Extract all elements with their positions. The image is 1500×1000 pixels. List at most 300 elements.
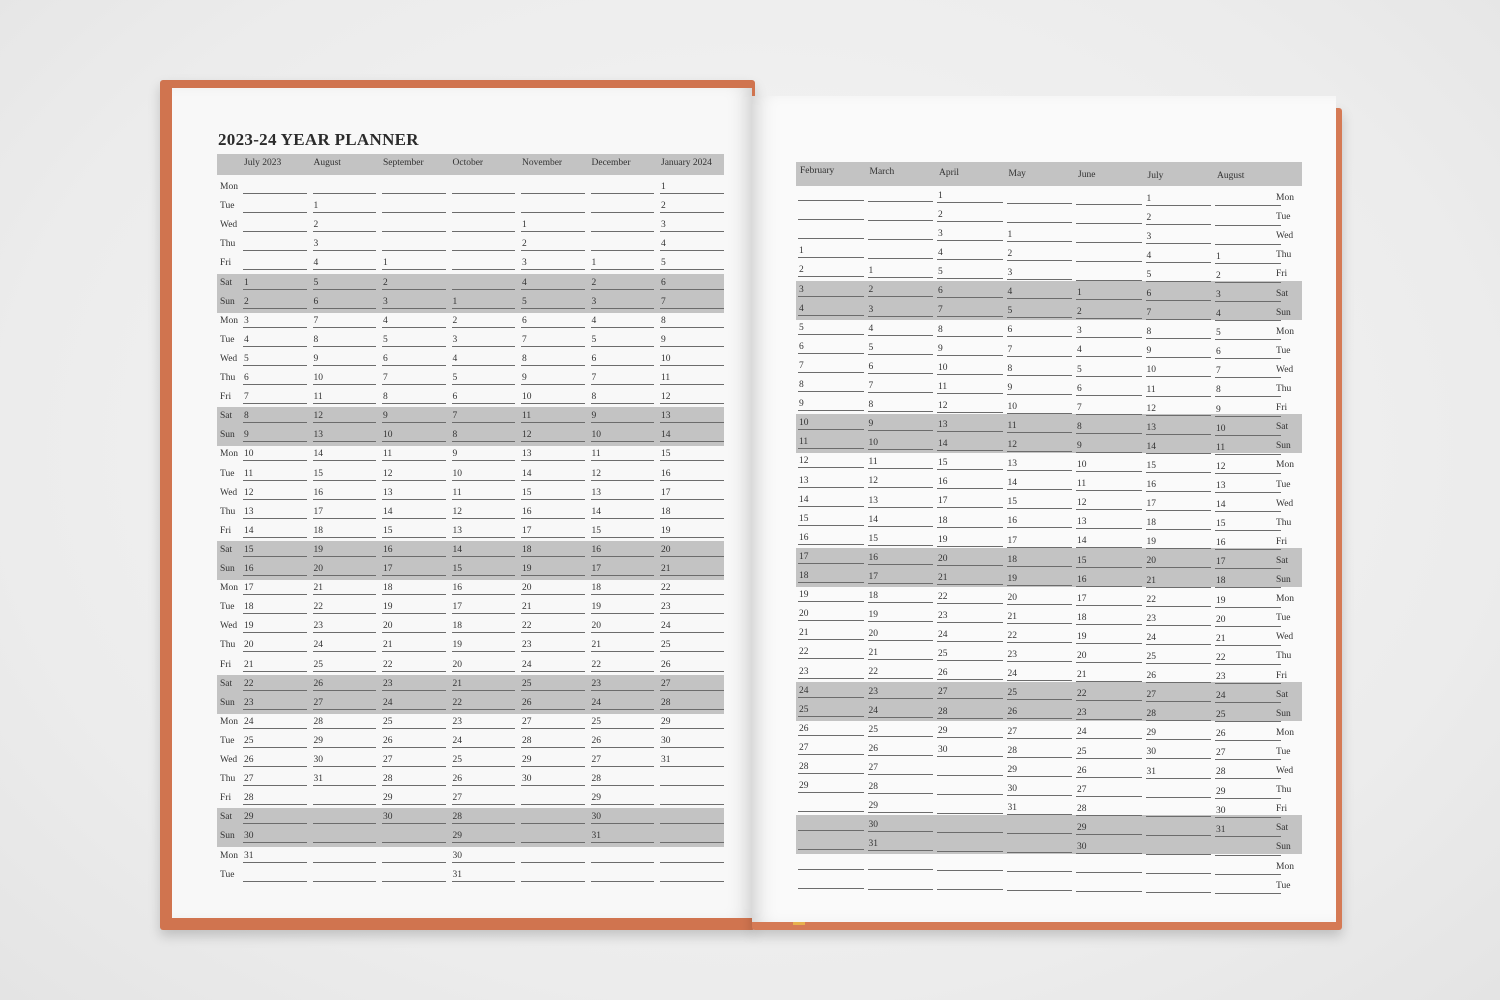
day-number: 4: [244, 334, 249, 345]
day-cell: [1007, 592, 1073, 605]
day-cell: [798, 857, 864, 870]
day-number: 10: [868, 438, 878, 449]
day-cell: [591, 372, 655, 385]
day-number: 19: [383, 602, 393, 613]
day-number: 31: [1007, 802, 1017, 813]
day-number: 28: [522, 735, 532, 746]
day-number: 1: [799, 246, 804, 257]
month-header: May: [1008, 168, 1026, 179]
day-cell: [243, 850, 307, 863]
day-cell: [521, 563, 585, 576]
day-number: 26: [522, 697, 532, 708]
day-cell: [1007, 706, 1073, 719]
day-cell: [243, 296, 307, 309]
day-cell: [452, 296, 516, 309]
weekday-label: Sat: [1276, 689, 1289, 700]
day-number: 10: [522, 392, 532, 403]
day-number: 22: [661, 583, 671, 594]
day-cell: [1007, 420, 1073, 433]
day-number: 15: [1216, 519, 1226, 530]
day-cell: [243, 716, 307, 729]
weekday-label: Tue: [220, 201, 235, 212]
day-cell: [313, 181, 377, 194]
day-number: 17: [1007, 535, 1017, 546]
weekday-label: Fri: [220, 392, 232, 403]
day-number: 9: [868, 419, 874, 430]
day-number: 6: [1077, 383, 1082, 394]
day-cell: [798, 761, 864, 774]
day-cell: [660, 735, 724, 748]
weekday-label: Thu: [1276, 384, 1292, 394]
day-cell: [1007, 745, 1073, 758]
day-cell: [591, 353, 655, 366]
day-cell: [798, 570, 864, 583]
day-number: 17: [1216, 557, 1226, 568]
day-cell: [1007, 363, 1073, 376]
day-cell: [521, 429, 585, 442]
day-cell: [313, 678, 377, 691]
day-cell: [868, 475, 934, 488]
day-number: 13: [1216, 480, 1226, 491]
day-cell: [1007, 229, 1073, 242]
day-cell: [1007, 324, 1073, 337]
day-cell: [591, 754, 655, 767]
weekday-label: Sun: [220, 564, 235, 574]
day-cell: [1146, 403, 1212, 416]
weekday-label: Tue: [1276, 479, 1291, 490]
day-number: 3: [244, 315, 249, 326]
day-number: 15: [522, 487, 532, 498]
day-number: 12: [1216, 461, 1226, 472]
day-cell: [798, 685, 864, 698]
day-number: 25: [1077, 746, 1087, 757]
weekday-label: Fri: [220, 258, 232, 269]
day-cell: [382, 410, 446, 423]
day-cell: [452, 678, 516, 691]
day-number: 10: [244, 449, 254, 460]
day-number: 18: [1216, 576, 1226, 587]
day-cell: [660, 277, 724, 290]
day-cell: [243, 181, 307, 194]
day-cell: [798, 398, 864, 411]
day-number: 6: [313, 296, 319, 307]
day-number: 1: [522, 220, 527, 231]
weekday-label: Fri: [1276, 804, 1288, 815]
day-number: 20: [661, 544, 671, 555]
day-cell: [591, 315, 655, 328]
day-number: 2: [383, 277, 388, 288]
day-number: 30: [383, 812, 393, 823]
day-number: 9: [313, 353, 319, 364]
day-number: 16: [938, 477, 948, 488]
day-cell: [1007, 878, 1073, 891]
day-cell: [1076, 631, 1142, 644]
day-cell: [868, 800, 934, 813]
day-cell: [1146, 307, 1212, 320]
day-cell: [868, 456, 934, 469]
day-cell: [937, 591, 1003, 604]
day-cell: [660, 353, 724, 366]
day-cell: [1215, 193, 1281, 206]
day-cell: [1076, 555, 1142, 568]
day-number: 8: [522, 353, 527, 364]
day-number: 12: [452, 506, 462, 517]
day-cell: [1215, 384, 1281, 397]
day-cell: [591, 448, 655, 461]
day-cell: [1215, 442, 1281, 455]
day-cell: [937, 820, 1003, 833]
day-cell: [1215, 270, 1281, 283]
day-cell: [798, 245, 864, 258]
day-cell: [452, 869, 516, 882]
day-cell: [1146, 250, 1212, 263]
month-header: March: [869, 166, 895, 177]
day-cell: [591, 391, 655, 404]
day-number: 8: [1077, 421, 1082, 432]
day-number: 19: [1077, 631, 1087, 642]
day-cell: [521, 639, 585, 652]
day-number: 13: [383, 487, 393, 498]
day-cell: [660, 429, 724, 442]
day-number: 25: [1007, 688, 1017, 699]
weekday-label: Wed: [1276, 231, 1294, 242]
day-number: 2: [522, 239, 527, 250]
day-number: 18: [799, 571, 809, 581]
day-number: 25: [1216, 710, 1226, 721]
day-cell: [521, 697, 585, 710]
month-header: August: [313, 158, 341, 168]
day-cell: [1076, 211, 1142, 224]
day-cell: [313, 735, 377, 748]
day-cell: [1076, 726, 1142, 739]
day-number: 26: [244, 755, 254, 765]
day-number: 27: [1007, 726, 1017, 737]
day-cell: [937, 419, 1003, 432]
day-number: 23: [522, 640, 532, 651]
day-cell: [937, 476, 1003, 489]
day-cell: [243, 773, 307, 786]
day-cell: [1146, 326, 1212, 339]
day-number: 14: [868, 514, 878, 525]
day-number: 14: [661, 430, 671, 441]
day-number: 15: [1077, 555, 1087, 566]
day-number: 2: [313, 220, 319, 231]
day-cell: [1007, 630, 1073, 643]
weekday-label: Mon: [220, 449, 238, 460]
day-number: 22: [383, 659, 393, 670]
day-number: 4: [868, 323, 874, 334]
day-cell: [937, 534, 1003, 547]
day-cell: [937, 285, 1003, 298]
day-cell: [313, 448, 377, 461]
day-number: 29: [661, 716, 671, 727]
day-cell: [1215, 404, 1281, 417]
day-cell: [452, 716, 516, 729]
day-cell: [1007, 267, 1073, 280]
day-cell: [937, 858, 1003, 871]
day-number: 13: [452, 525, 462, 536]
day-cell: [452, 257, 516, 270]
day-number: 18: [938, 515, 948, 526]
weekday-label: Fri: [1276, 269, 1288, 280]
day-cell: [1215, 423, 1281, 436]
day-number: 13: [938, 420, 948, 430]
day-cell: [1007, 458, 1073, 471]
day-number: 7: [1146, 308, 1152, 319]
day-cell: [521, 525, 585, 538]
day-number: 4: [522, 277, 527, 288]
day-cell: [313, 869, 377, 882]
day-cell: [521, 620, 585, 633]
day-cell: [382, 659, 446, 672]
day-number: 9: [383, 411, 388, 422]
day-cell: [660, 448, 724, 461]
month-header: June: [1078, 169, 1096, 180]
day-cell: [243, 277, 307, 290]
day-number: 26: [1216, 729, 1226, 740]
weekday-label: Thu: [220, 640, 236, 651]
day-cell: [798, 341, 864, 354]
day-number: 28: [661, 697, 671, 708]
day-number: 17: [799, 551, 809, 562]
day-cell: [937, 744, 1003, 757]
day-number: 21: [383, 640, 393, 651]
day-cell: [243, 372, 307, 385]
day-number: 17: [313, 506, 323, 517]
day-number: 10: [591, 430, 601, 441]
day-number: 18: [313, 525, 323, 536]
day-cell: [660, 219, 724, 232]
day-number: 14: [383, 506, 393, 517]
day-cell: [1215, 881, 1281, 894]
day-cell: [1076, 688, 1142, 701]
day-cell: [798, 666, 864, 679]
day-number: 5: [522, 296, 527, 307]
day-cell: [521, 659, 585, 672]
day-cell: [313, 659, 377, 672]
day-cell: [1215, 652, 1281, 665]
day-cell: [1007, 783, 1073, 796]
day-cell: [798, 589, 864, 602]
day-cell: [1076, 459, 1142, 472]
day-number: 4: [383, 315, 388, 326]
day-number: 26: [383, 735, 393, 746]
day-number: 21: [938, 572, 948, 583]
day-cell: [521, 468, 585, 481]
day-number: 30: [452, 850, 462, 861]
day-number: 16: [1146, 480, 1156, 490]
day-cell: [313, 219, 377, 232]
day-number: 7: [313, 315, 319, 326]
day-number: 5: [1007, 306, 1013, 317]
day-cell: [243, 620, 307, 633]
day-number: 13: [591, 487, 601, 498]
day-cell: [937, 362, 1003, 375]
day-cell: [1076, 306, 1142, 319]
day-number: 11: [522, 411, 532, 422]
day-number: 13: [799, 475, 809, 486]
day-number: 28: [313, 716, 323, 727]
day-number: 8: [591, 392, 597, 403]
day-cell: [1076, 402, 1142, 415]
day-number: 12: [244, 487, 254, 498]
day-number: 5: [452, 373, 458, 383]
day-number: 21: [522, 602, 532, 613]
day-number: 25: [938, 649, 948, 660]
day-number: 7: [383, 373, 388, 383]
day-cell: [452, 601, 516, 614]
day-cell: [1007, 859, 1073, 872]
day-cell: [382, 353, 446, 366]
day-cell: [591, 830, 655, 843]
weekday-label: Sun: [1276, 441, 1291, 452]
day-cell: [591, 659, 655, 672]
day-number: 28: [938, 706, 948, 717]
day-number: 5: [1216, 328, 1221, 339]
day-cell: [868, 762, 934, 775]
day-cell: [521, 869, 585, 882]
day-cell: [1076, 364, 1142, 377]
day-cell: [243, 238, 307, 251]
weekday-label: Wed: [1276, 498, 1294, 509]
day-cell: [1007, 382, 1073, 395]
day-cell: [1007, 554, 1073, 567]
day-cell: [660, 257, 724, 270]
day-cell: [591, 697, 655, 710]
day-cell: [591, 277, 655, 290]
day-cell: [591, 601, 655, 614]
weekday-label: Tue: [1276, 613, 1291, 624]
day-cell: [1215, 690, 1281, 703]
weekday-label: Tue: [220, 869, 235, 880]
day-cell: [1215, 289, 1281, 302]
day-number: 27: [938, 687, 948, 698]
weekday-label: Sun: [1276, 708, 1291, 719]
day-number: 27: [799, 742, 809, 753]
day-cell: [868, 743, 934, 756]
day-number: 8: [1216, 385, 1221, 396]
day-number: 11: [1216, 442, 1226, 453]
day-cell: [591, 487, 655, 500]
day-number: 4: [661, 239, 666, 250]
day-cell: [243, 754, 307, 767]
day-cell: [1146, 746, 1212, 759]
day-cell: [660, 639, 724, 652]
day-cell: [521, 410, 585, 423]
day-cell: [1007, 248, 1073, 261]
weekday-label: Mon: [220, 716, 238, 727]
day-number: 28: [799, 762, 809, 772]
day-cell: [1215, 556, 1281, 569]
day-number: 14: [591, 506, 601, 517]
day-cell: [1076, 440, 1142, 453]
day-cell: [382, 697, 446, 710]
day-cell: [1076, 860, 1142, 873]
day-number: 11: [313, 392, 323, 403]
day-cell: [1076, 879, 1142, 892]
weekday-label: Fri: [1276, 536, 1288, 547]
month-header: July 2023: [244, 158, 282, 168]
day-number: 9: [1146, 346, 1152, 357]
day-number: 16: [1216, 538, 1226, 549]
day-cell: [313, 639, 377, 652]
day-number: 31: [313, 774, 323, 785]
day-number: 16: [383, 544, 393, 555]
day-number: 19: [313, 544, 323, 555]
day-number: 12: [313, 411, 323, 422]
day-cell: [868, 571, 934, 584]
day-number: 12: [868, 476, 878, 487]
day-cell: [868, 628, 934, 641]
day-cell: [382, 811, 446, 824]
day-number: 7: [938, 305, 943, 316]
day-cell: [937, 877, 1003, 890]
day-cell: [1146, 422, 1212, 435]
day-cell: [313, 353, 377, 366]
day-number: 29: [938, 725, 948, 736]
day-number: 17: [1146, 499, 1156, 510]
day-cell: [798, 188, 864, 201]
day-cell: [937, 763, 1003, 776]
day-cell: [243, 639, 307, 652]
day-cell: [243, 487, 307, 500]
day-cell: [452, 773, 516, 786]
month-header: February: [800, 166, 835, 176]
day-cell: [382, 525, 446, 538]
day-cell: [243, 811, 307, 824]
day-cell: [452, 811, 516, 824]
day-cell: [1215, 518, 1281, 531]
day-cell: [660, 563, 724, 576]
day-number: 20: [244, 640, 254, 651]
day-cell: [591, 639, 655, 652]
day-number: 19: [452, 640, 462, 651]
day-cell: [868, 781, 934, 794]
weekday-label: Tue: [220, 468, 235, 479]
day-number: 4: [938, 248, 943, 259]
day-number: 19: [868, 610, 878, 621]
day-cell: [452, 639, 516, 652]
day-cell: [1007, 687, 1073, 700]
day-cell: [382, 315, 446, 328]
day-number: 23: [452, 716, 462, 727]
day-number: 28: [244, 793, 254, 804]
day-number: 15: [661, 449, 671, 460]
day-cell: [521, 219, 585, 232]
day-number: 3: [1146, 231, 1152, 242]
day-number: 31: [1146, 766, 1156, 777]
day-number: 1: [1146, 193, 1152, 204]
day-cell: [521, 850, 585, 863]
weekday-label: Sat: [220, 411, 233, 422]
day-cell: [798, 284, 864, 297]
day-number: 24: [452, 735, 462, 746]
day-cell: [243, 410, 307, 423]
day-number: 4: [1146, 250, 1152, 261]
day-number: 15: [313, 468, 323, 479]
day-number: 18: [522, 544, 532, 555]
day-cell: [452, 830, 516, 843]
day-cell: [1007, 191, 1073, 204]
day-number: 26: [799, 723, 809, 734]
day-cell: [452, 238, 516, 251]
day-number: 15: [244, 544, 254, 555]
day-number: 31: [452, 869, 462, 880]
day-cell: [1215, 232, 1281, 245]
day-cell: [1146, 384, 1212, 397]
day-number: 28: [591, 774, 601, 785]
day-cell: [1007, 401, 1073, 414]
